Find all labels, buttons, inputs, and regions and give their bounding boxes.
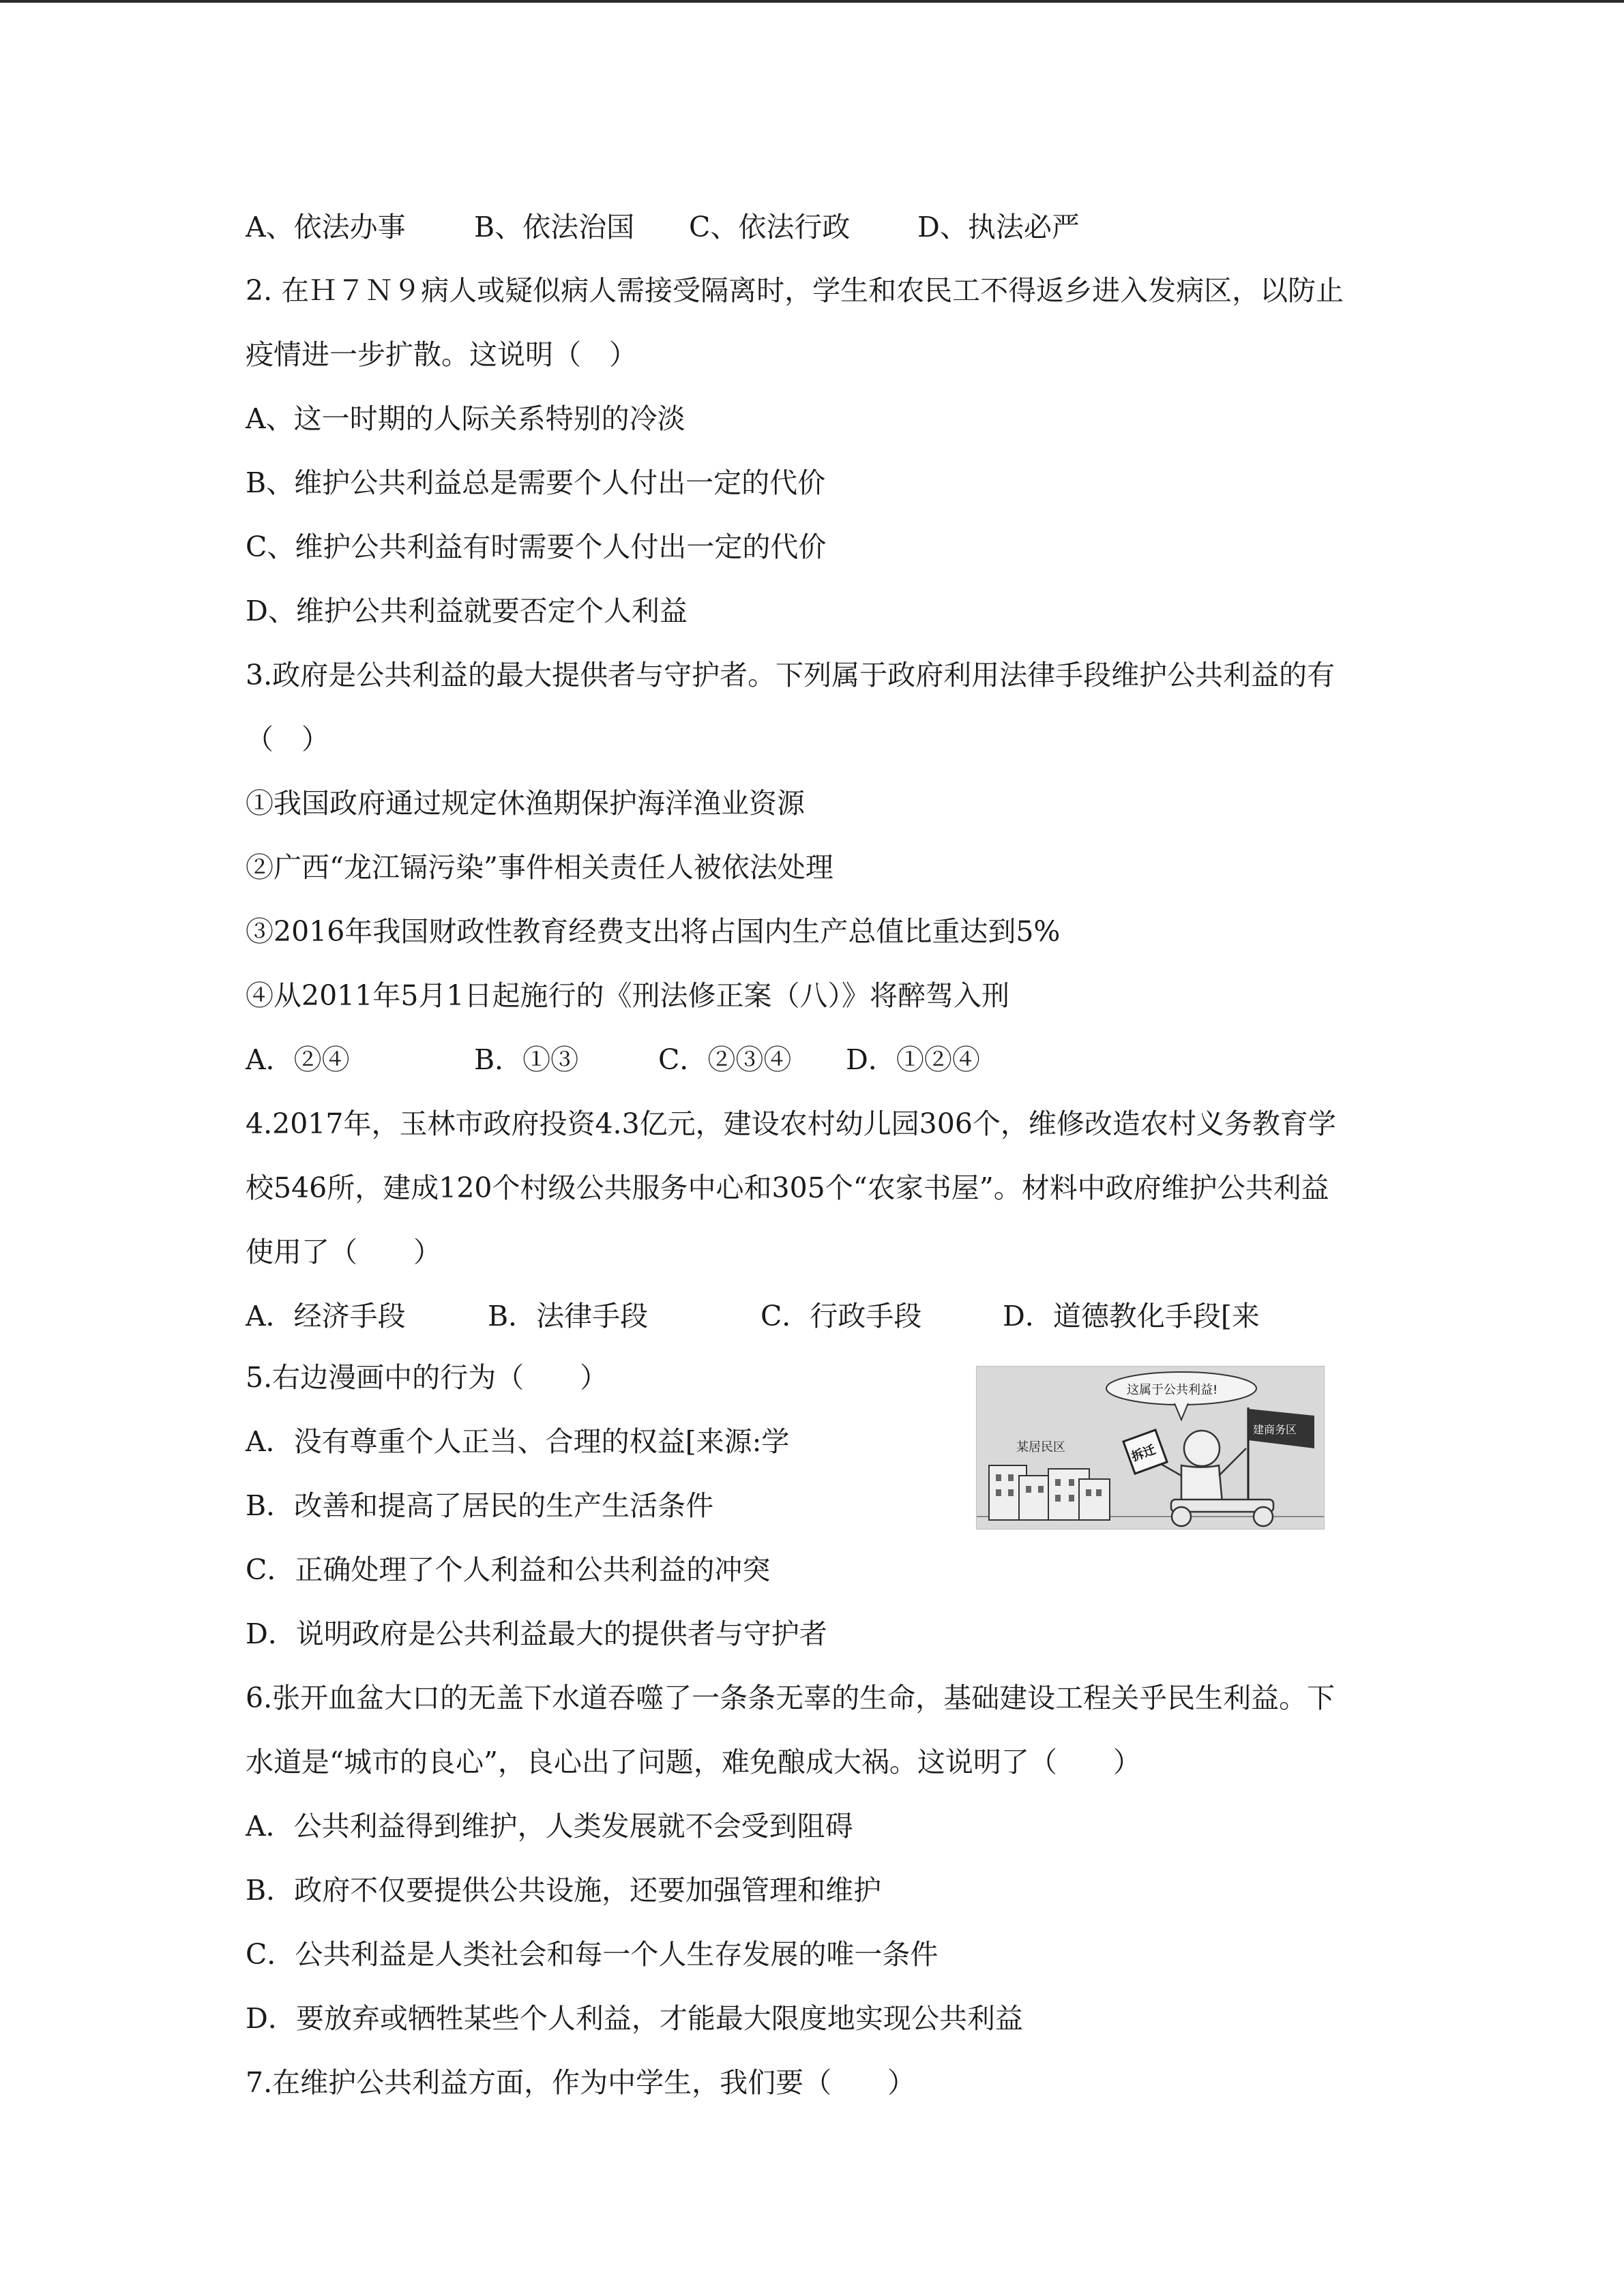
q4-stem-line2: 校546所，建成120个村级公共服务中心和305个“农家书屋”。材料中政府维护公共利益 [246, 1172, 1329, 1204]
q3-option-a: A．②④ [246, 1043, 350, 1076]
q3-option-b: B．①③ [474, 1043, 579, 1076]
q1-option-a: A、依法办事 [246, 211, 406, 243]
cartoon-person [1157, 1431, 1246, 1503]
q6-option-a: A．公共利益得到维护，人类发展就不会受到阻碍 [246, 1810, 853, 1843]
q1-option-d: D、执法必严 [917, 211, 1080, 243]
q7-stem: 7.在维护公共利益方面，作为中学生，我们要（ ） [246, 2066, 916, 2099]
q4-option-d: D．道德教化手段[来 [1003, 1300, 1260, 1332]
q5-option-d: D．说明政府是公共利益最大的提供者与守护者 [246, 1617, 827, 1650]
q3-stem-line2: （ ） [246, 723, 329, 756]
q3-option-d: D．①②④ [846, 1043, 980, 1076]
q4-option-c: C．行政手段 [761, 1300, 922, 1332]
cartoon-drawing [977, 1367, 1324, 1529]
cartoon-building-label: 某居民区 [1016, 1440, 1065, 1455]
q4-option-a: A．经济手段 [246, 1300, 406, 1332]
q1-option-c: C、依法行政 [689, 211, 851, 243]
cartoon-flag [1248, 1407, 1314, 1503]
q2-option-a: A、这一时期的人际关系特别的冷淡 [246, 402, 685, 435]
q5-stem: 5.右边漫画中的行为（ ） [246, 1361, 608, 1394]
residential-buildings [989, 1465, 1110, 1520]
q2-option-c: C、维护公共利益有时需要个人付出一定的代价 [246, 531, 827, 563]
cartoon-flag-text: 建商务区 [1253, 1423, 1297, 1436]
q4-stem-line1: 4.2017年，玉林市政府投资4.3亿元，建设农村幼儿园306个，维修改造农村义务教育学 [246, 1107, 1336, 1140]
q6-option-b: B．政府不仅要提供公共设施，还要加强管理和维护 [246, 1874, 882, 1907]
top-border [0, 0, 1624, 3]
q3-item-1: ①我国政府通过规定休渔期保护海洋渔业资源 [246, 787, 805, 820]
q6-stem-line2: 水道是“城市的良心”，良心出了问题，难免酿成大祸。这说明了（ ） [246, 1746, 1141, 1778]
cartoon-cart [1171, 1500, 1273, 1526]
cartoon-sign-text: 拆迁 [1130, 1442, 1158, 1465]
q6-stem-line1: 6.张开血盆大口的无盖下水道吞噬了一条条无辜的生命，基础建设工程关乎民生利益。下 [246, 1682, 1335, 1714]
q5-option-c: C．正确处理了个人利益和公共利益的冲突 [246, 1553, 771, 1586]
q4-option-b: B．法律手段 [488, 1300, 649, 1332]
q5-option-a: A．没有尊重个人正当、合理的权益[来源:学 [246, 1425, 790, 1458]
q2-option-b: B、维护公共利益总是需要个人付出一定的代价 [246, 466, 826, 499]
q3-item-3: ③2016年我国财政性教育经费支出将占国内生产总值比重达到5% [246, 915, 1061, 948]
q2-stem-line1: 2. 在Ｈ７Ｎ９病人或疑似病人需接受隔离时，学生和农民工不得返乡进入发病区，以防止 [246, 274, 1344, 307]
q3-option-c: C．②③④ [658, 1043, 792, 1076]
q1-option-b: B、依法治国 [474, 211, 635, 243]
q2-option-d: D、维护公共利益就要否定个人利益 [246, 595, 688, 627]
q5-option-b: B．改善和提高了居民的生产生活条件 [246, 1489, 714, 1522]
q2-stem-line2: 疫情进一步扩散。这说明（ ） [246, 338, 637, 371]
q3-stem-line1: 3.政府是公共利益的最大提供者与守护者。下列属于政府利用法律手段维护公共利益的有 [246, 659, 1335, 691]
q4-stem-line3: 使用了（ ） [246, 1236, 441, 1268]
q5-cartoon-image [976, 1366, 1325, 1530]
cartoon-speech-text: 这属于公共利益! [1127, 1383, 1218, 1397]
q3-item-4: ④从2011年5月1日起施行的《刑法修正案（八）》将醉驾入刑 [246, 979, 1010, 1012]
q6-option-c: C．公共利益是人类社会和每一个人生存发展的唯一条件 [246, 1938, 939, 1971]
cartoon-demolition-sign [1123, 1430, 1167, 1474]
q6-option-d: D．要放弃或牺牲某些个人利益，才能最大限度地实现公共利益 [246, 2002, 1023, 2035]
q3-item-2: ②广西“龙江镉污染”事件相关责任人被依法处理 [246, 851, 833, 884]
